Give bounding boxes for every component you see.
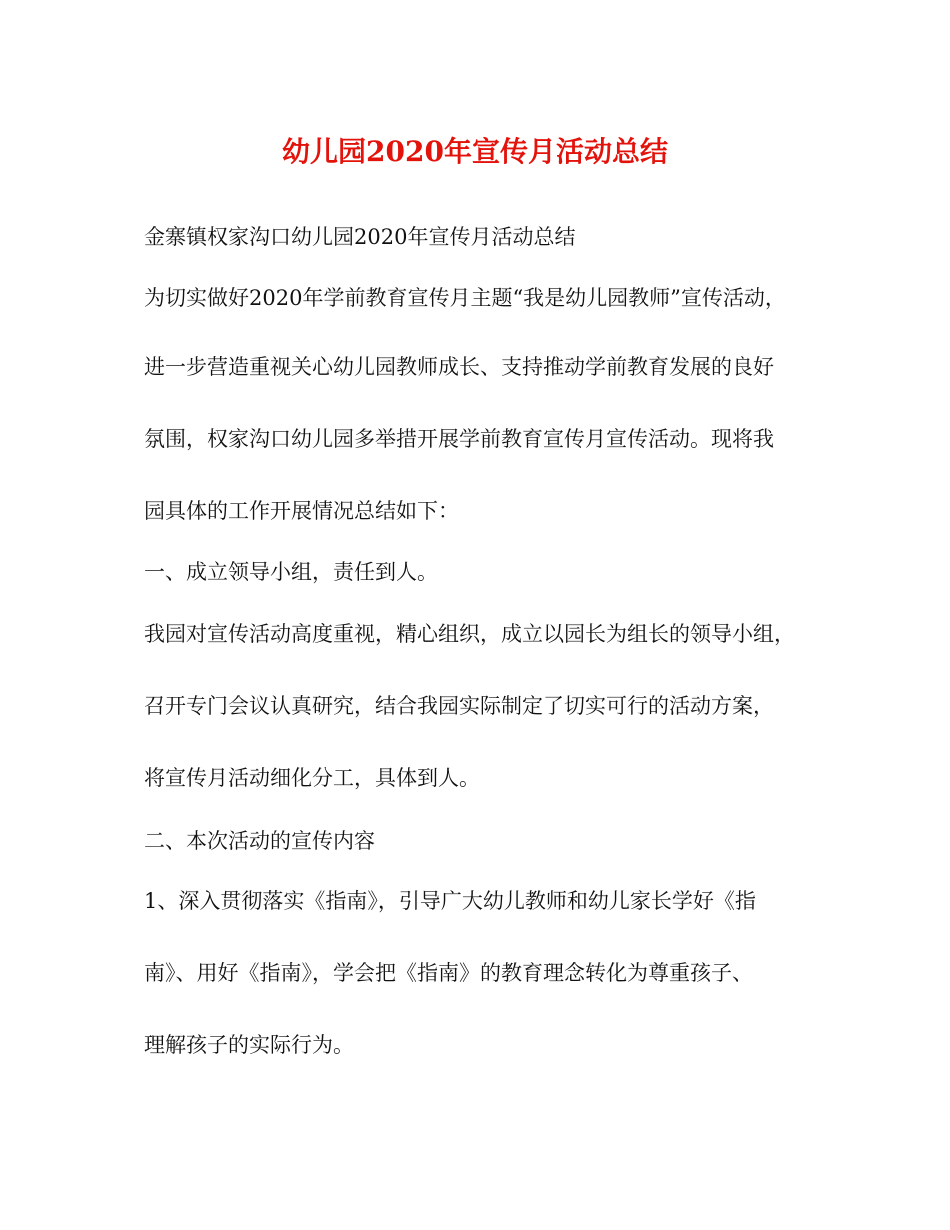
paragraph-line: 将宣传月活动细化分工，具体到人。: [144, 766, 480, 790]
paragraph-line: 1、深入贯彻落实《指南》，引导广大幼儿教师和幼儿家长学好《指: [144, 889, 756, 913]
paragraph-line: 理解孩子的实际行为。: [144, 1033, 354, 1057]
paragraph-line: 南》、用好《指南》，学会把《指南》的教育理念转化为尊重孩子、: [144, 961, 753, 985]
paragraph-line: 进一步营造重视关心幼儿园教师成长、支持推动学前教育发展的良好: [144, 355, 774, 379]
section-heading: 二、本次活动的宣传内容: [144, 829, 375, 853]
paragraph-line: 我园对宣传活动高度重视，精心组织，成立以园长为组长的领导小组，: [144, 622, 795, 646]
paragraph-line: 园具体的工作开展情况总结如下：: [144, 499, 459, 523]
section-heading: 一、成立领导小组，责任到人。: [144, 560, 438, 584]
paragraph-line: 为切实做好2020年学前教育宣传月主题“我是幼儿园教师”宣传活动，: [144, 286, 786, 310]
document-title: 幼儿园2020年宣传月活动总结: [282, 135, 668, 168]
paragraph-line: 召开专门会议认真研究，结合我园实际制定了切实可行的活动方案，: [144, 694, 774, 718]
paragraph-line: 氛围，权家沟口幼儿园多举措开展学前教育宣传月宣传活动。现将我: [144, 427, 774, 451]
subtitle-line: 金寨镇权家沟口幼儿园2020年宣传月活动总结: [144, 225, 576, 249]
